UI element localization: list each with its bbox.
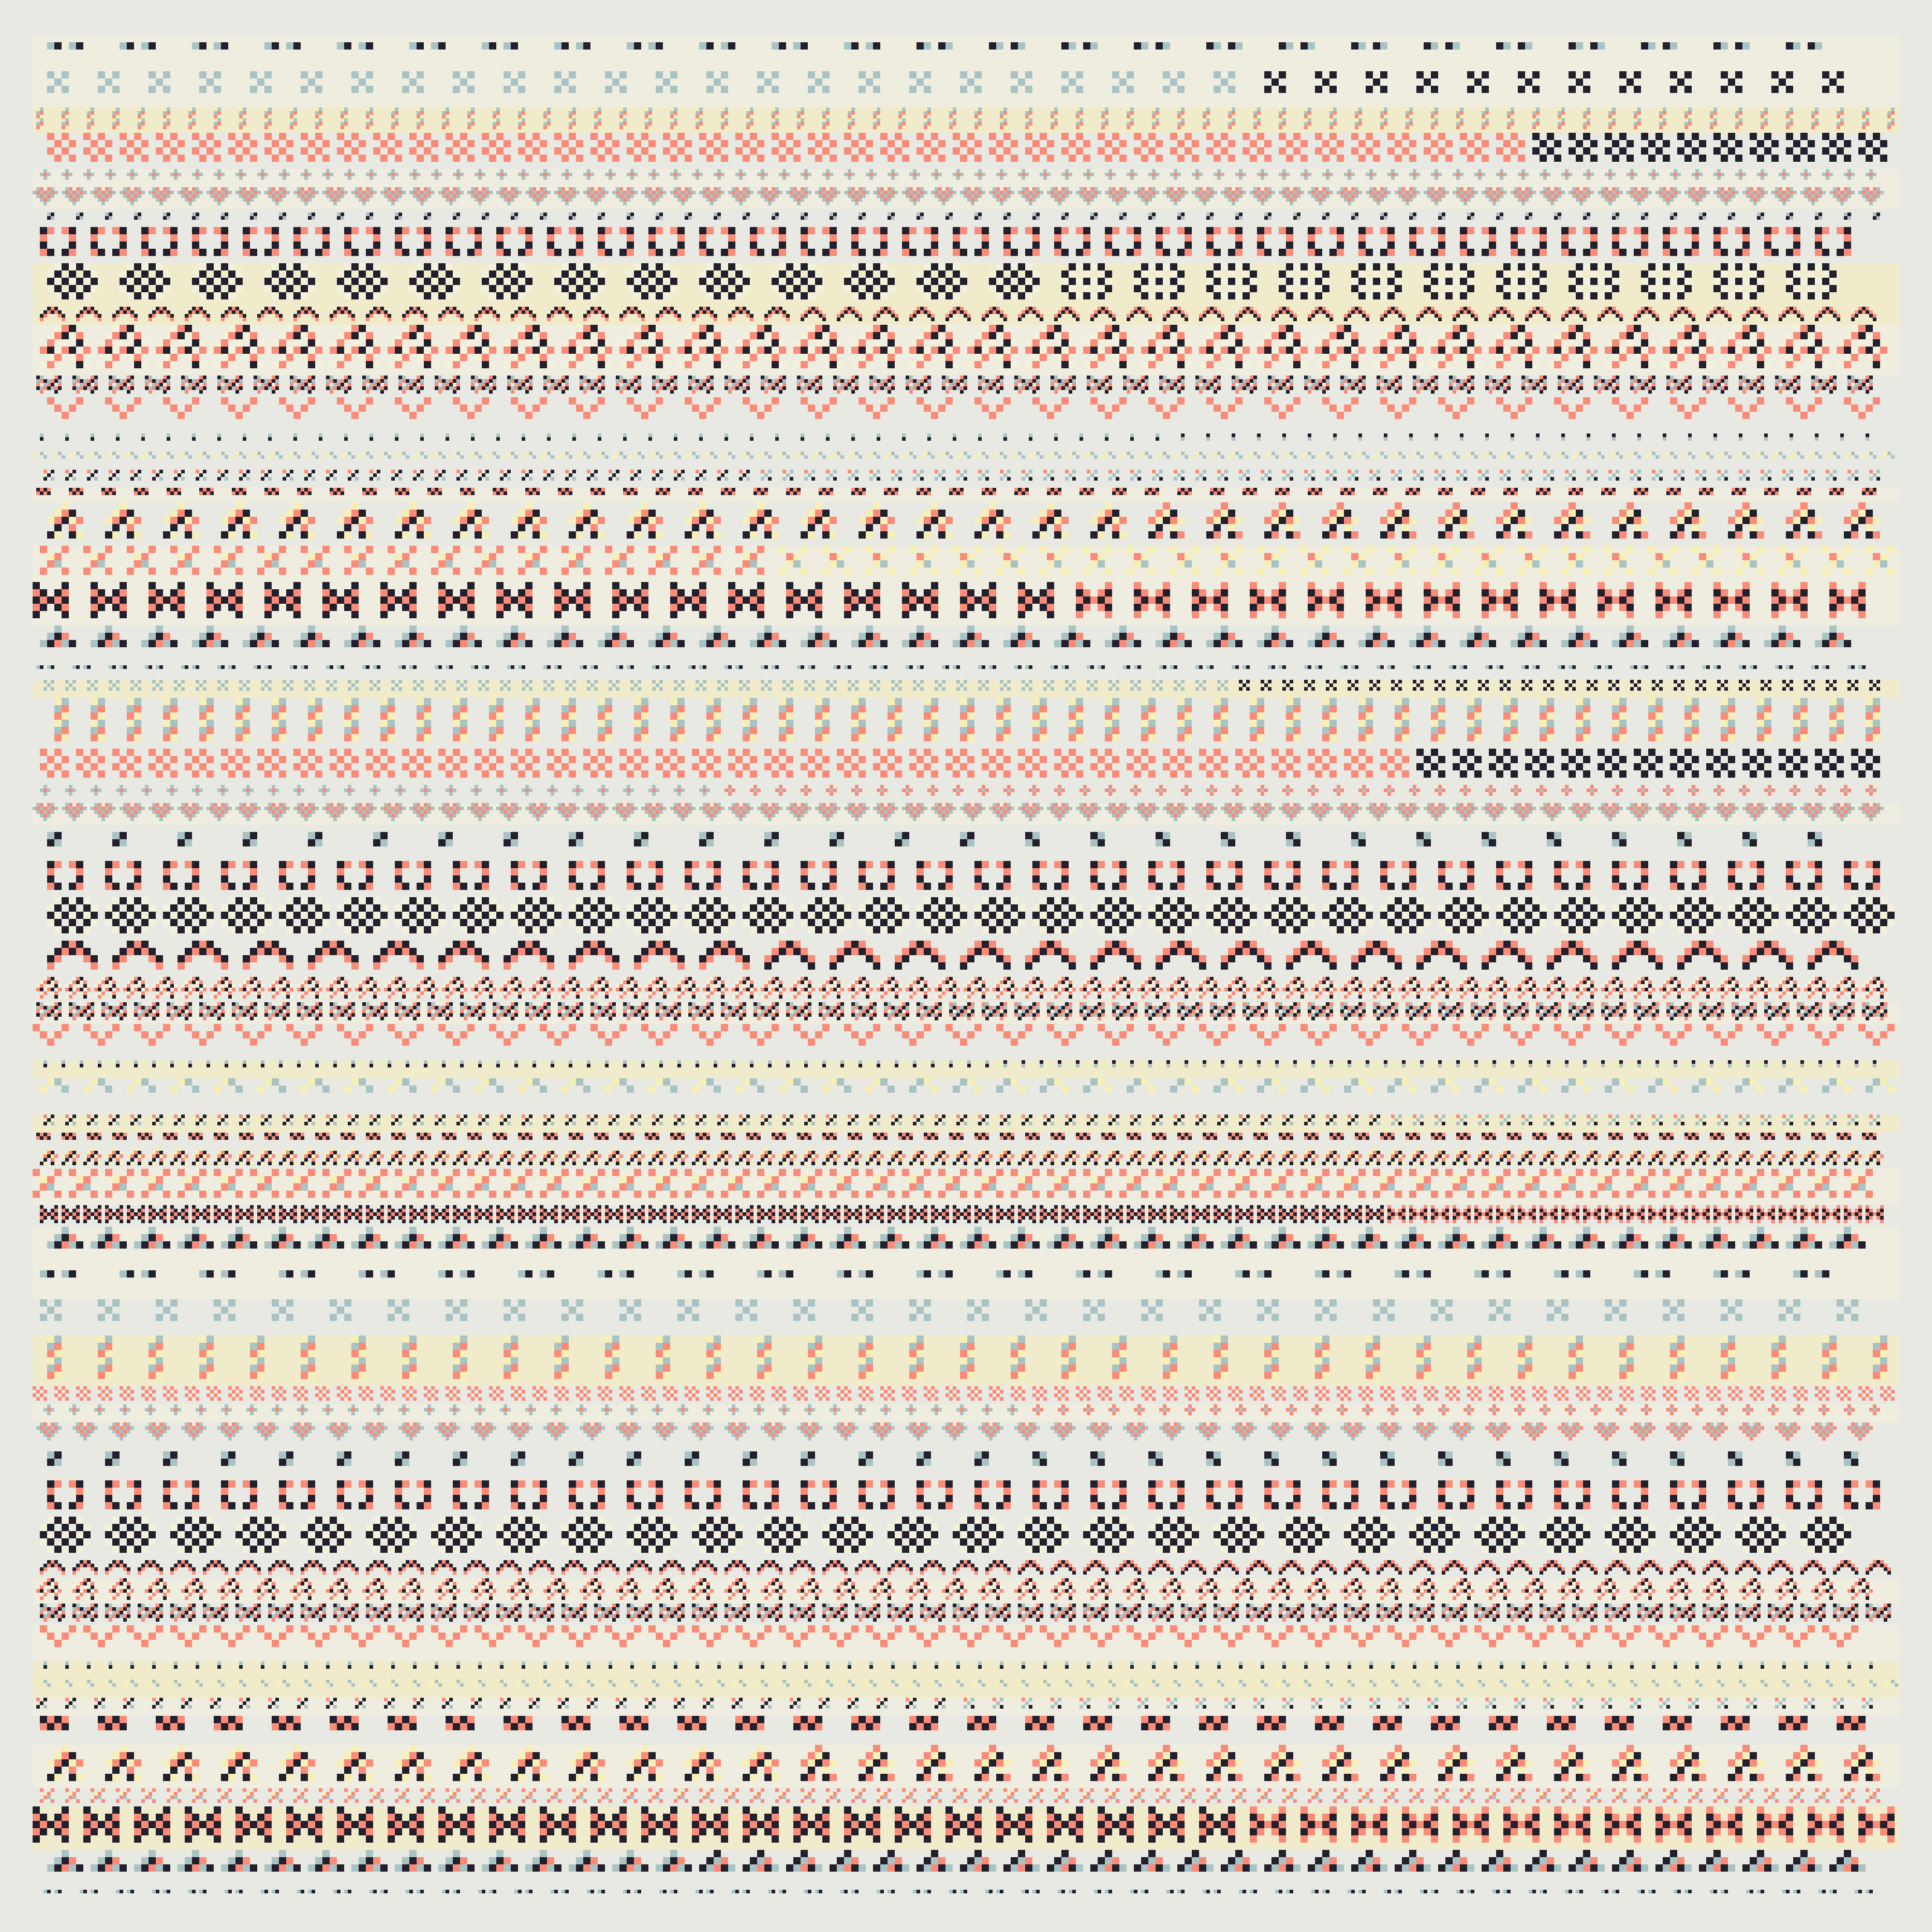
band-background — [33, 488, 1899, 502]
band-background — [33, 1680, 1899, 1698]
band-background — [33, 35, 1899, 71]
band-background — [33, 1662, 1899, 1680]
band-background — [33, 169, 1899, 187]
band-background — [33, 107, 1899, 133]
band-background — [33, 1263, 1899, 1299]
